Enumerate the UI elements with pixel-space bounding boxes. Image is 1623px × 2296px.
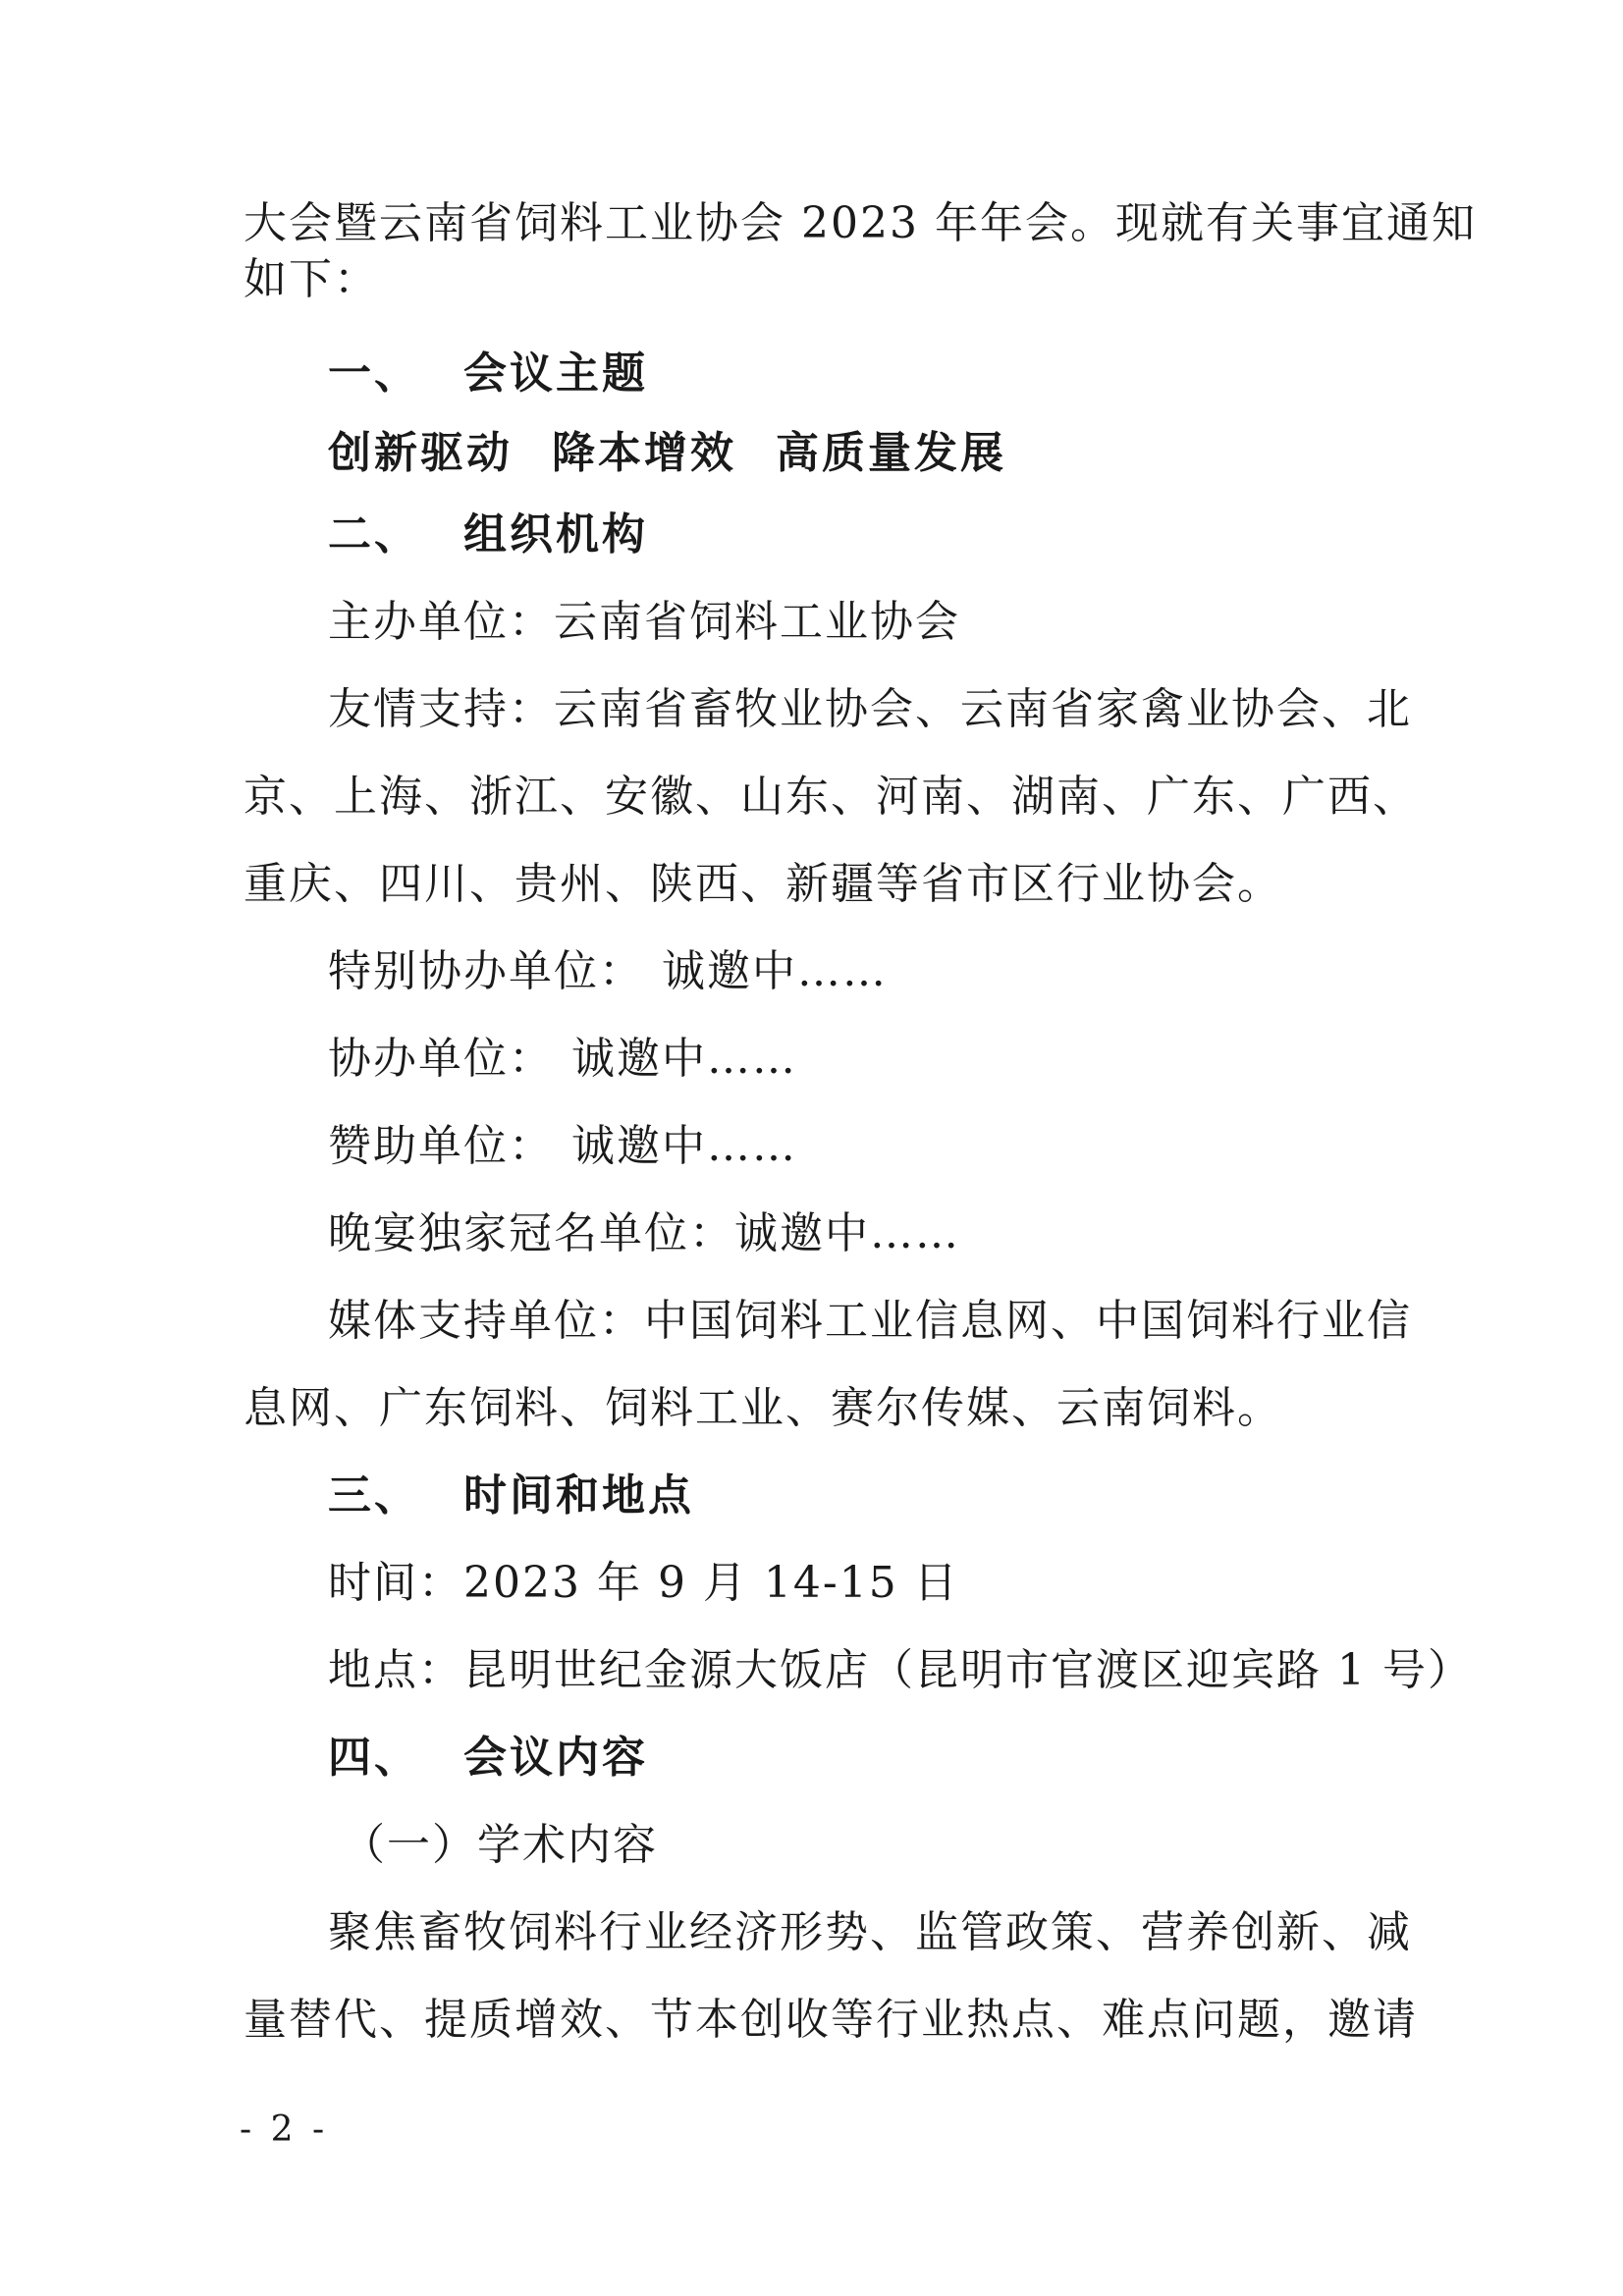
- content-line-1: 聚焦畜牧饲料行业经济形势、监管政策、营养创新、减: [328, 1907, 1412, 1957]
- section-title: 会议主题: [463, 348, 648, 399]
- field-value: 诚邀中……: [571, 1034, 797, 1084]
- field-label: 赞助单位：: [328, 1121, 554, 1171]
- field-value: 诚邀中……: [734, 1208, 960, 1258]
- section-number: 二、: [328, 509, 420, 560]
- section-number: 四、: [328, 1733, 420, 1783]
- section-number: 三、: [328, 1470, 420, 1521]
- field-value: 诚邀中……: [571, 1121, 797, 1171]
- banquet-title-sponsor: [328, 1206, 1477, 1261]
- page-number: - 2 -: [240, 2109, 329, 2150]
- media-support-line-1: 媒体支持单位：中国饲料工业信息网、中国饲料行业信: [328, 1296, 1412, 1346]
- support-line-3: 重庆、四川、贵州、陕西、新疆等省市区行业协会。: [243, 859, 1282, 909]
- section-title: 组织机构: [463, 509, 648, 560]
- subsection-heading: （一）学术内容: [342, 1820, 658, 1870]
- section-heading-2: [328, 507, 1477, 562]
- field-label: 协办单位：: [328, 1034, 554, 1084]
- theme-part: 创新驱动: [328, 428, 513, 478]
- field-label: 特别协办单位：: [328, 946, 644, 996]
- body-line-1: 大会暨云南省饲料工业协会 2023 年年会。现就有关事宜通知: [243, 198, 1477, 248]
- section-heading-3: [328, 1468, 1477, 1523]
- theme-part: 高质量发展: [776, 428, 1006, 478]
- special-co-organizer: [328, 944, 1477, 999]
- support-line-2: 京、上海、浙江、安徽、山东、河南、湖南、广东、广西、: [243, 772, 1418, 822]
- host-unit: 主办单位：云南省饲料工业协会: [328, 597, 960, 647]
- section-title: 时间和地点: [463, 1470, 694, 1521]
- section-heading-4: [328, 1731, 1477, 1786]
- field-value: 诚邀中……: [662, 946, 888, 996]
- meeting-theme: [328, 426, 1477, 481]
- content-line-2: 量替代、提质增效、节本创收等行业热点、难点问题，邀请: [243, 1995, 1418, 2045]
- field-label: 晚宴独家冠名单位：: [328, 1208, 734, 1258]
- section-heading-1: [328, 347, 1477, 401]
- section-title: 会议内容: [463, 1733, 648, 1783]
- section-number: 一、: [328, 348, 420, 399]
- co-organizer: [328, 1032, 1477, 1087]
- theme-part: 降本增效: [552, 428, 736, 478]
- body-line-2: 如下：: [243, 254, 379, 304]
- sponsor-unit: [328, 1119, 1477, 1174]
- meeting-time: 时间：2023 年 9 月 14-15 日: [328, 1558, 959, 1608]
- media-support-line-2: 息网、广东饲料、饲料工业、赛尔传媒、云南饲料。: [243, 1383, 1282, 1433]
- meeting-venue: 地点：昆明世纪金源大饭店（昆明市官渡区迎宾路 1 号）: [328, 1645, 1473, 1695]
- support-line-1: 友情支持：云南省畜牧业协会、云南省家禽业协会、北: [328, 684, 1412, 734]
